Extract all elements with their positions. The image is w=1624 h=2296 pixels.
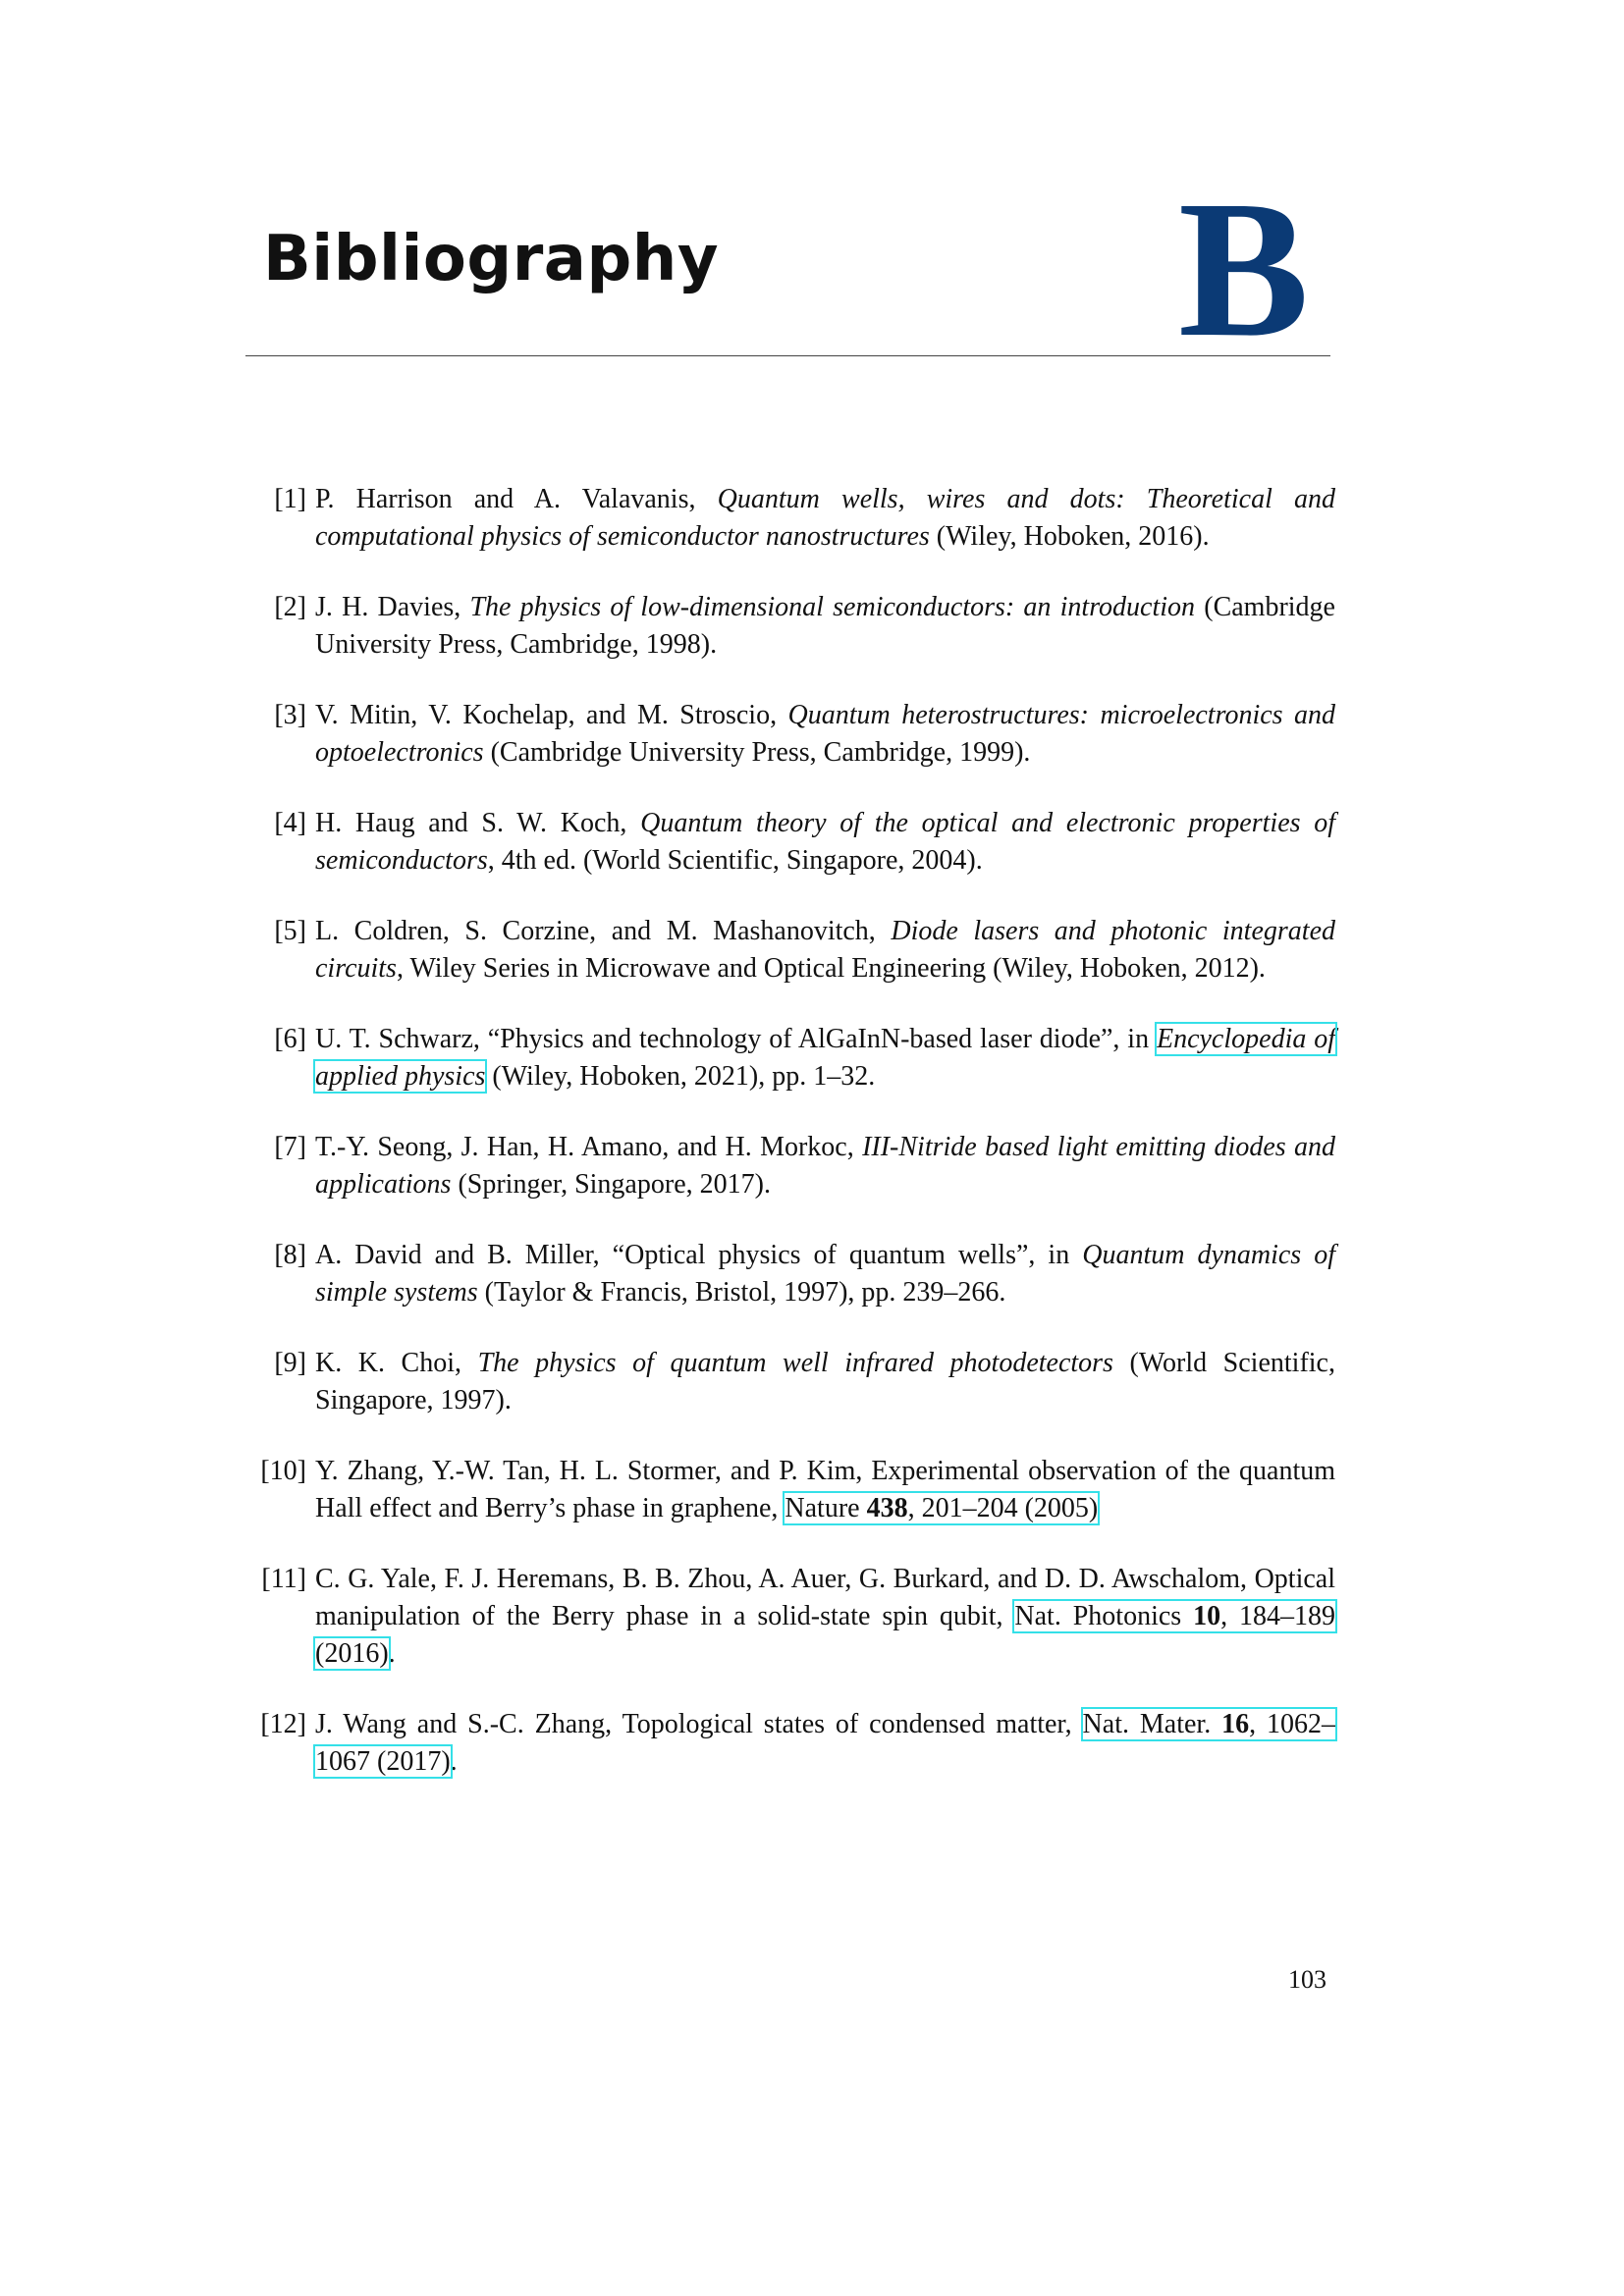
reference-item: [245, 481, 1335, 556]
reference-item: [245, 1453, 1335, 1527]
reference-tail: .: [450, 1746, 458, 1777]
reference-title: Quantum dynamics of simple systems: [315, 1240, 1335, 1308]
reference-authors: P. Harrison and A. Valavanis,: [315, 484, 696, 514]
page-number: 103: [1288, 1965, 1326, 1994]
journal-pages: , 201–204 (2005): [907, 1493, 1099, 1523]
reference-authors: J. H. Davies,: [315, 592, 461, 622]
reference-item: [245, 1706, 1335, 1781]
reference-title: Quantum theory of the optical and electronic properties of semiconductors: [315, 808, 1335, 876]
reference-number: [11]: [261, 1564, 306, 1594]
reference-number: [4]: [274, 808, 306, 838]
reference-item: [245, 913, 1335, 988]
reference-number: [5]: [274, 916, 306, 946]
reference-title: III-Nitride based light emitting diodes and applications: [315, 1132, 1336, 1200]
journal-name: Nat. Photonics: [1014, 1601, 1182, 1631]
journal-volume: 10: [1193, 1601, 1221, 1631]
reference-title: The physics of low-dimensional semiconductors: an introduction: [469, 592, 1196, 622]
chapter-letter: B: [1178, 161, 1310, 378]
reference-number: [12]: [260, 1709, 306, 1739]
reference-title: Quantum wells, wires and dots: Theoretical and computational physics of semiconductor nanostructures: [315, 484, 1336, 552]
reference-title: Diode lasers and photonic integrated circuits: [315, 916, 1335, 984]
reference-number: [10]: [260, 1456, 306, 1486]
reference-publisher: , Wiley Series in Microwave and Optical Engineering (Wiley, Hoboken, 2012).: [396, 953, 1266, 984]
reference-authors: A. David and B. Miller, “Optical physics of quantum wells”, in: [315, 1240, 1070, 1270]
doi-link[interactable]: [785, 1493, 1098, 1523]
reference-authors: T.-Y. Seong, J. Han, H. Amano, and H. Morkoc,: [315, 1132, 854, 1162]
chapter-divider: [245, 355, 1330, 356]
reference-item: [245, 697, 1335, 772]
reference-article-title: Topological states of condensed matter,: [622, 1709, 1072, 1739]
reference-title-link[interactable]: Encyclopedia of applied physics: [315, 1024, 1335, 1092]
reference-list: [245, 481, 1335, 1814]
journal-pages: , 184–189 (2016): [315, 1601, 1335, 1669]
reference-item: [245, 1561, 1335, 1673]
reference-publisher: (Cambridge University Press, Cambridge, 1999).: [490, 737, 1031, 768]
reference-item: [245, 589, 1335, 664]
reference-item: [245, 1237, 1335, 1311]
reference-authors: V. Mitin, V. Kochelap, and M. Stroscio,: [315, 700, 778, 730]
journal-name: Nat. Mater.: [1082, 1709, 1212, 1739]
reference-item: [245, 1345, 1335, 1419]
reference-number: [1]: [274, 484, 306, 514]
reference-authors: Y. Zhang, Y.-W. Tan, H. L. Stormer, and P. Kim,: [315, 1456, 863, 1486]
reference-authors: K. K. Choi,: [315, 1348, 462, 1378]
reference-tail: .: [388, 1638, 396, 1669]
chapter-title: Bibliography: [263, 223, 720, 295]
reference-item: [245, 1129, 1335, 1203]
journal-volume: 16: [1221, 1709, 1250, 1739]
reference-number: [9]: [274, 1348, 306, 1378]
reference-number: [2]: [274, 592, 306, 622]
reference-item: [245, 805, 1335, 880]
journal-volume: 438: [866, 1493, 908, 1523]
reference-article-title: Experimental observation of the quantum Hall effect and Berry’s phase in graphene,: [315, 1456, 1336, 1523]
reference-number: [3]: [274, 700, 306, 730]
reference-authors: H. Haug and S. W. Koch,: [315, 808, 627, 838]
reference-publisher: (Taylor & Francis, Bristol, 1997), pp. 239–266.: [484, 1277, 1006, 1308]
reference-title: The physics of quantum well infrared photodetectors: [477, 1348, 1113, 1378]
journal-pages: , 1062–1067 (2017): [315, 1709, 1336, 1777]
reference-publisher: (Cambridge University Press, Cambridge, 1998).: [315, 592, 1335, 660]
reference-number: [6]: [274, 1024, 306, 1054]
reference-number: [8]: [274, 1240, 306, 1270]
reference-publisher: , 4th ed. (World Scientific, Singapore, 2004).: [487, 845, 983, 876]
journal-name: Nature: [785, 1493, 860, 1523]
reference-number: [7]: [274, 1132, 306, 1162]
reference-publisher: (World Scientific, Singapore, 1997).: [315, 1348, 1335, 1415]
reference-authors: U. T. Schwarz, “Physics and technology of AlGaInN-based laser diode”, in: [315, 1024, 1150, 1054]
reference-authors: J. Wang and S.-C. Zhang,: [315, 1709, 613, 1739]
reference-publisher: (Wiley, Hoboken, 2021), pp. 1–32.: [492, 1061, 876, 1092]
reference-publisher: (Wiley, Hoboken, 2016).: [936, 521, 1210, 552]
reference-authors: L. Coldren, S. Corzine, and M. Mashanovitch,: [315, 916, 876, 946]
reference-article-title: Optical manipulation of the Berry phase in a solid-state spin qubit,: [315, 1564, 1335, 1631]
reference-publisher: (Springer, Singapore, 2017).: [458, 1169, 771, 1200]
reference-authors: C. G. Yale, F. J. Heremans, B. B. Zhou, A. Auer, G. Burkard, and D. D. Awschalom,: [315, 1564, 1248, 1594]
reference-item: [245, 1021, 1335, 1095]
reference-title: Quantum heterostructures: microelectronics and optoelectronics: [315, 700, 1336, 768]
